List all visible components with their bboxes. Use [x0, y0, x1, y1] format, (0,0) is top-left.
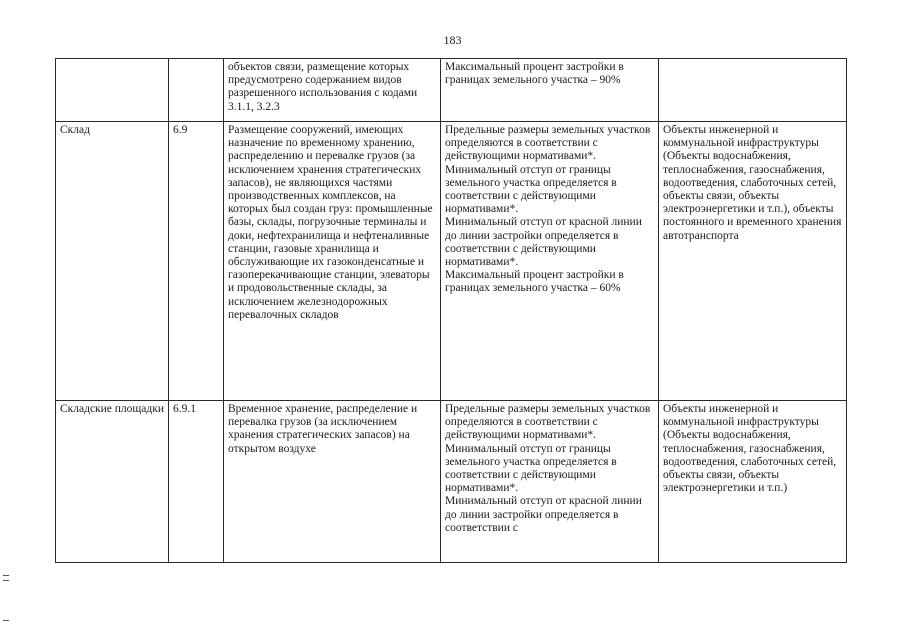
- parameters-cell: [441, 122, 659, 401]
- parameter-text: Минимальный отступ от красной линии до линии застройки определяется в соответствии с действующими нормативами*.: [445, 216, 642, 269]
- parameters-cell: [441, 59, 659, 122]
- table-row: [56, 401, 847, 563]
- use-code-cell: 6.9: [169, 122, 224, 401]
- land-use-table: [55, 58, 847, 563]
- table-row: [56, 122, 847, 401]
- use-code-cell: 6.9.1: [169, 401, 224, 563]
- parameter-text: Предельные размеры земельных участков определяются в соответствии с действующими нормативами*.: [445, 124, 651, 163]
- auxiliary-uses-cell: [659, 59, 847, 122]
- auxiliary-uses-cell: Объекты инженерной и коммунальной инфраструктуры (Объекты водоснабжения, теплоснабжения, газоснабжения, водоотведения, слаботочных сетей, объекты связи, объекты электроэнергетики и т.п.): [659, 401, 847, 563]
- use-description-cell: Временное хранение, распределение и перевалка грузов (за исключением хранения стратегических запасов) на открытом воздухе: [224, 401, 441, 563]
- parameter-text: Предельные размеры земельных участков определяются в соответствии с действующими нормативами*.: [445, 403, 651, 442]
- parameter-text: Минимальный отступ от красной линии до линии застройки определяется в соответствии с: [445, 495, 642, 534]
- page-number: 183: [443, 33, 462, 47]
- use-name-cell: [56, 59, 169, 122]
- parameters-cell: [441, 401, 659, 563]
- parameter-text: Минимальный отступ от границы земельного участка определяется в соответствии с действующими нормативами*.: [445, 163, 617, 216]
- scan-margin-mark: [3, 580, 9, 581]
- use-name-cell: Склад: [56, 122, 169, 401]
- use-description-cell: объектов связи, размещение которых предусмотрено содержанием видов разрешенного использования с кодами 3.1.1, 3.2.3: [224, 59, 441, 122]
- scan-margin-mark: [3, 620, 9, 621]
- use-name-cell: Складские площадки: [56, 401, 169, 563]
- table-row: [56, 59, 847, 122]
- parameter-text: Максимальный процент застройки в границах земельного участка – 60%: [445, 269, 624, 295]
- scan-margin-mark: [3, 575, 9, 576]
- parameter-text: Максимальный процент застройки в границах земельного участка – 90%: [445, 61, 624, 87]
- use-code-cell: [169, 59, 224, 122]
- parameter-text: Минимальный отступ от границы земельного участка определяется в соответствии с действующими нормативами*.: [445, 442, 617, 495]
- use-description-cell: Размещение сооружений, имеющих назначение по временному хранению, распределению и перевалке грузов (за исключением хранения стратегических запасов), не являющихся частями производственных комплексов, на которых был создан груз: промышленные базы, склады, погрузочные терминалы и доки, нефтехранилища и нефтеналивные станции, газовые хранилища и обслуживающие их газоконденсатные и газоперекачивающие станции, элеваторы и продовольственные склады, за исключением железнодорожных перевалочных складов: [224, 122, 441, 401]
- auxiliary-uses-cell: Объекты инженерной и коммунальной инфраструктуры (Объекты водоснабжения, теплоснабжения, газоснабжения, водоотведения, слаботочных сетей, объекты связи, объекты электроэнергетики и т.п.), объекты постоянного и временного хранения автотранспорта: [659, 122, 847, 401]
